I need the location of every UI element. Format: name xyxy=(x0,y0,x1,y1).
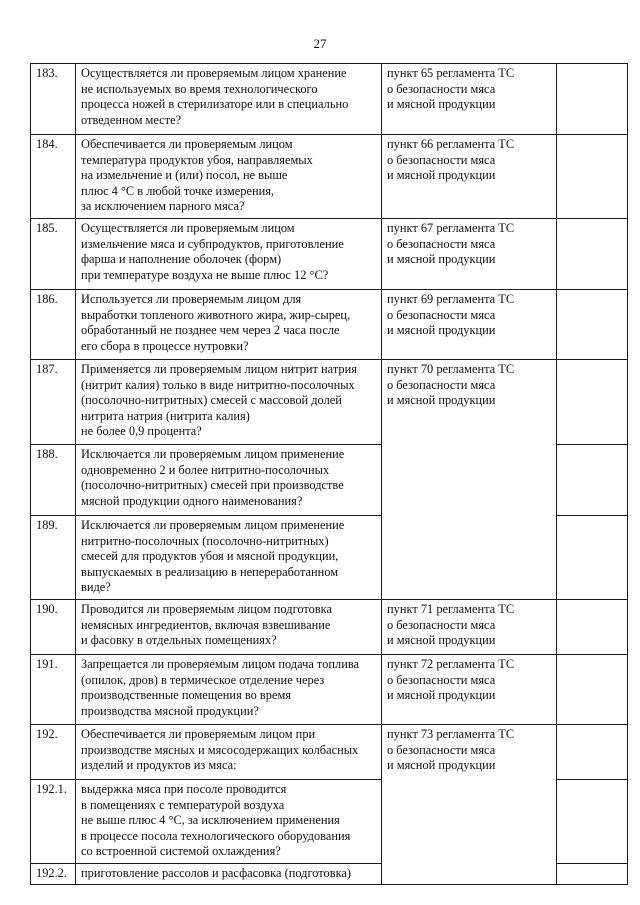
checklist-table xyxy=(30,63,628,885)
question-text: Обеспечивается ли проверяемым лицом при производстве мясных и мясосодержащих колбасных изделий и продуктов из мяса: xyxy=(75,724,381,779)
question-text: Осуществляется ли проверяемым лицом измельчение мяса и субпродуктов, приготовление фарша и наполнение оболочек (форм) при температуре воздуха не выше плюс 12 °С? xyxy=(75,218,381,289)
row-number: 191. xyxy=(30,654,75,724)
row-number: 183. xyxy=(30,63,75,134)
question-text: Исключается ли проверяемым лицом применение нитритно-посолочных (посолочно-нитритных) смесей для продуктов убоя и мясной продукции, выпускаемых в реализацию в непереработанном виде? xyxy=(75,515,381,599)
regulation-reference: пункт 65 регламента ТС о безопасности мяса и мясной продукции xyxy=(381,63,556,134)
table-frame xyxy=(30,63,628,885)
row-number: 185. xyxy=(30,218,75,289)
question-text: Осуществляется ли проверяемым лицом хранение не используемых во время технологического процесса ножей в стерилизаторе или в специально отведенном месте? xyxy=(75,63,381,134)
regulation-reference: пункт 67 регламента ТС о безопасности мяса и мясной продукции xyxy=(381,218,556,289)
row-number: 184. xyxy=(30,134,75,218)
row-number: 188. xyxy=(30,444,75,515)
row-number: 192.1. xyxy=(30,779,75,863)
row-number: 192.2. xyxy=(30,863,75,885)
question-text: Применяется ли проверяемым лицом нитрит натрия (нитрит калия) только в виде нитритно-посолочных (посолочно-нитритных) смесей с массовой долей нитрита натрия (нитрита калия) не более 0,9 процента? xyxy=(75,359,381,444)
row-number: 186. xyxy=(30,289,75,359)
row-number: 190. xyxy=(30,599,75,654)
page-number: 27 xyxy=(313,36,327,51)
question-text: Исключается ли проверяемым лицом применение одновременно 2 и более нитритно-посолочных (посолочно-нитритных) смесей при производстве мясной продукции одного наименования? xyxy=(75,444,381,515)
regulation-reference: пункт 72 регламента ТС о безопасности мяса и мясной продукции xyxy=(381,654,556,724)
question-text: выдержка мяса при посоле проводится в помещениях с температурой воздуха не выше плюс 4 °С, за исключением применения в процессе посола технологического оборудования со встроенной системой охлаждения? xyxy=(75,779,381,863)
regulation-reference: пункт 71 регламента ТС о безопасности мяса и мясной продукции xyxy=(381,599,556,654)
regulation-reference: пункт 66 регламента ТС о безопасности мяса и мясной продукции xyxy=(381,134,556,218)
row-number: 187. xyxy=(30,359,75,444)
question-text: приготовление рассолов и расфасовка (подготовка) xyxy=(75,863,381,885)
question-text: Проводится ли проверяемым лицом подготовка немясных ингредиентов, включая взвешивание и фасовку в отдельных помещениях? xyxy=(75,599,381,654)
regulation-reference: пункт 73 регламента ТС о безопасности мяса и мясной продукции xyxy=(381,724,556,885)
question-text: Обеспечивается ли проверяемым лицом температура продуктов убоя, направляемых на измельчение и (или) посол, не выше плюс 4 °С в любой точке измерения, за исключением парного мяса? xyxy=(75,134,381,218)
regulation-reference: пункт 70 регламента ТС о безопасности мяса и мясной продукции xyxy=(381,359,556,599)
regulation-reference: пункт 69 регламента ТС о безопасности мяса и мясной продукции xyxy=(381,289,556,359)
row-number: 192. xyxy=(30,724,75,779)
question-text: Запрещается ли проверяемым лицом подача топлива (опилок, дров) в термическое отделение через производственные помещения во время производства мясной продукции? xyxy=(75,654,381,724)
row-number: 189. xyxy=(30,515,75,599)
question-text: Используется ли проверяемым лицом для выработки топленого животного жира, жир-сырец, обработанный не позднее чем через 2 часа после его сбора в процессе нутровки? xyxy=(75,289,381,359)
